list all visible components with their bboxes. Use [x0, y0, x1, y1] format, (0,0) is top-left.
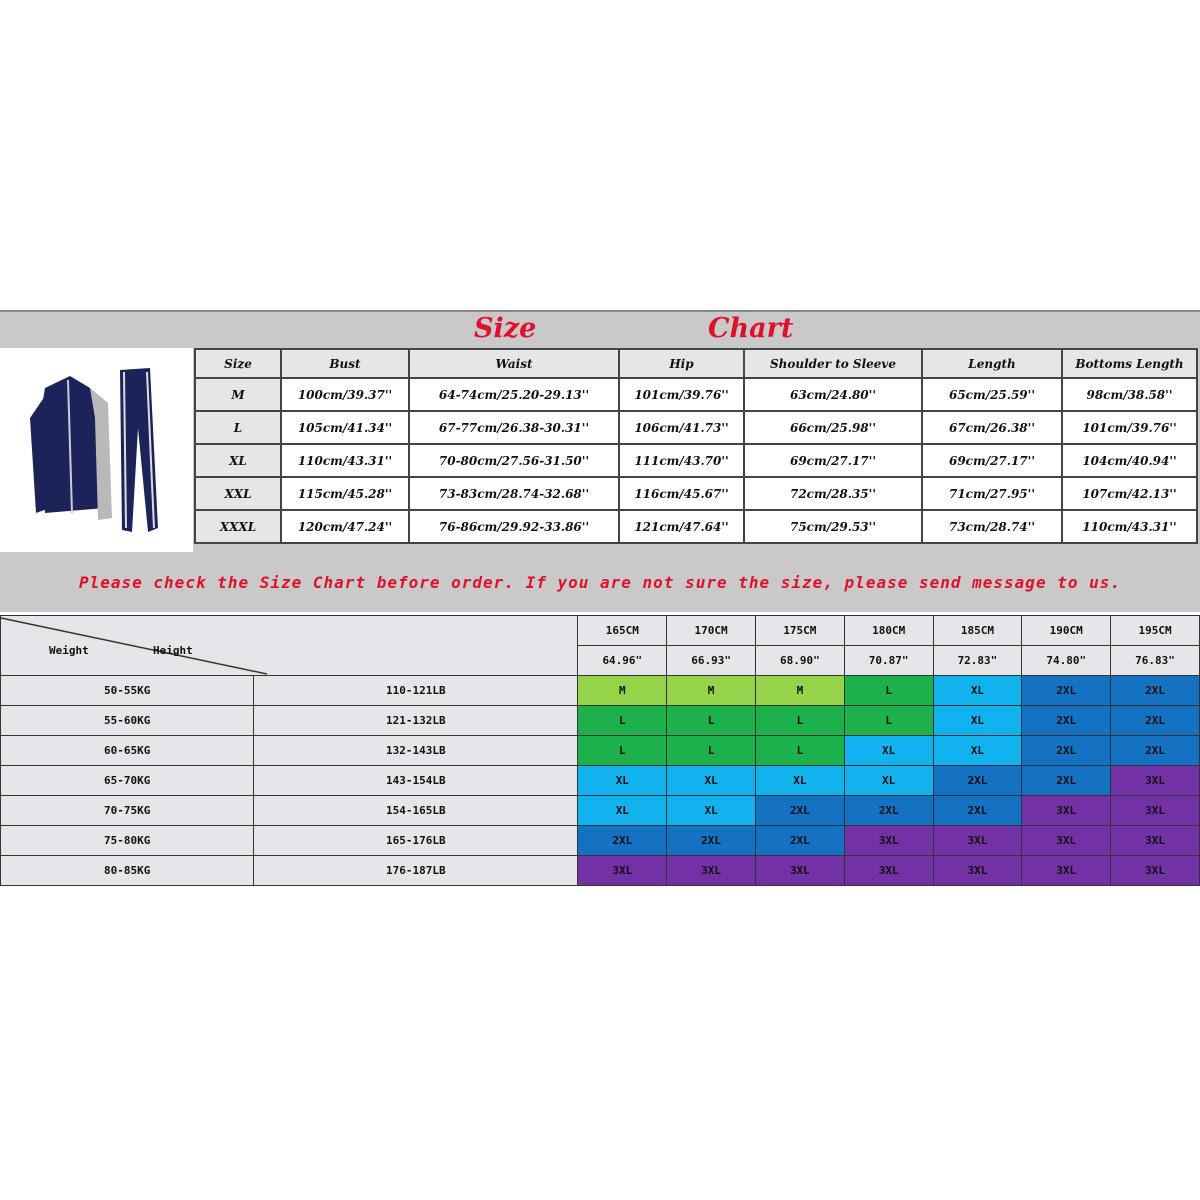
header-length: Length — [922, 349, 1062, 378]
weight-kg: 80-85KG — [1, 856, 254, 886]
weight-kg: 55-60KG — [1, 706, 254, 736]
fit-row — [1, 676, 1200, 706]
fit-row — [1, 736, 1200, 766]
height-cm: 190CM — [1022, 616, 1111, 646]
header-hip: Hip — [619, 349, 744, 378]
height-in: 66.93" — [667, 646, 756, 676]
header-size: Size — [195, 349, 281, 378]
fit-row — [1, 766, 1200, 796]
size-row — [195, 444, 1197, 477]
recommended-size-cell: L — [844, 706, 933, 736]
header-bottoms-length: Bottoms Length — [1062, 349, 1197, 378]
weight-kg: 70-75KG — [1, 796, 254, 826]
height-in: 64.96" — [578, 646, 667, 676]
recommended-size-cell: XL — [578, 796, 667, 826]
weight-kg: 60-65KG — [1, 736, 254, 766]
weight-kg: 50-55KG — [1, 676, 254, 706]
recommended-size-cell: 3XL — [933, 856, 1022, 886]
measurement-cell: 115cm/45.28'' — [281, 477, 409, 510]
height-cm: 185CM — [933, 616, 1022, 646]
weight-lb: 176-187LB — [254, 856, 578, 886]
title-chart: Chart — [708, 313, 794, 344]
tracksuit-image — [0, 348, 193, 552]
recommended-size-cell: M — [755, 676, 844, 706]
recommended-size-cell: 3XL — [1111, 826, 1200, 856]
recommended-size-cell: 2XL — [1022, 676, 1111, 706]
size-label: M — [195, 378, 281, 411]
fit-table — [0, 615, 1200, 886]
recommended-size-cell: L — [844, 676, 933, 706]
weight-lb: 121-132LB — [254, 706, 578, 736]
height-cm: 195CM — [1111, 616, 1200, 646]
measurement-cell: 71cm/27.95'' — [922, 477, 1062, 510]
height-in: 76.83" — [1111, 646, 1200, 676]
recommended-size-cell: 2XL — [1022, 766, 1111, 796]
measurement-cell: 70-80cm/27.56-31.50'' — [409, 444, 619, 477]
measurement-cell: 101cm/39.76'' — [1062, 411, 1197, 444]
recommended-size-cell: L — [755, 706, 844, 736]
height-cm: 175CM — [755, 616, 844, 646]
recommended-size-cell: 2XL — [1111, 676, 1200, 706]
measurement-cell: 75cm/29.53'' — [744, 510, 922, 543]
measurement-cell: 98cm/38.58'' — [1062, 378, 1197, 411]
recommended-size-cell: 2XL — [1111, 736, 1200, 766]
recommended-size-cell: 2XL — [667, 826, 756, 856]
recommended-size-cell: 2XL — [844, 796, 933, 826]
measurement-cell: 120cm/47.24'' — [281, 510, 409, 543]
size-row — [195, 411, 1197, 444]
recommended-size-cell: XL — [844, 736, 933, 766]
height-cm: 165CM — [578, 616, 667, 646]
recommended-size-cell: XL — [667, 796, 756, 826]
size-label: XL — [195, 444, 281, 477]
recommended-size-cell: 2XL — [755, 796, 844, 826]
size-label: XXL — [195, 477, 281, 510]
height-in: 74.80" — [1022, 646, 1111, 676]
height-cm: 180CM — [844, 616, 933, 646]
measurement-cell: 110cm/43.31'' — [281, 444, 409, 477]
measurement-cell: 104cm/40.94'' — [1062, 444, 1197, 477]
size-row — [195, 477, 1197, 510]
weight-kg: 65-70KG — [1, 766, 254, 796]
weight-label: Weight — [49, 644, 89, 657]
recommended-size-cell: L — [667, 706, 756, 736]
measurement-cell: 63cm/24.80'' — [744, 378, 922, 411]
header-waist: Waist — [409, 349, 619, 378]
recommended-size-cell: 3XL — [1111, 766, 1200, 796]
measurement-cell: 73-83cm/28.74-32.68'' — [409, 477, 619, 510]
measurement-cell: 100cm/39.37'' — [281, 378, 409, 411]
recommended-size-cell: 3XL — [1111, 796, 1200, 826]
size-label: L — [195, 411, 281, 444]
recommended-size-cell: 3XL — [755, 856, 844, 886]
recommended-size-cell: 2XL — [933, 766, 1022, 796]
height-in: 70.87" — [844, 646, 933, 676]
size-row — [195, 378, 1197, 411]
header-shoulder: Shoulder to Sleeve — [744, 349, 922, 378]
measurement-cell: 107cm/42.13'' — [1062, 477, 1197, 510]
recommended-size-cell: XL — [933, 676, 1022, 706]
header-bust: Bust — [281, 349, 409, 378]
measurement-cell: 110cm/43.31'' — [1062, 510, 1197, 543]
recommended-size-cell: 3XL — [1111, 856, 1200, 886]
recommended-size-cell: 3XL — [844, 826, 933, 856]
recommended-size-cell: 3XL — [667, 856, 756, 886]
fit-row — [1, 796, 1200, 826]
title-size: Size — [474, 313, 537, 344]
weight-lb: 165-176LB — [254, 826, 578, 856]
weight-lb: 110-121LB — [254, 676, 578, 706]
recommended-size-cell: M — [667, 676, 756, 706]
measurement-cell: 67-77cm/26.38-30.31'' — [409, 411, 619, 444]
recommended-size-cell: 2XL — [933, 796, 1022, 826]
measurement-cell: 69cm/27.17'' — [744, 444, 922, 477]
weight-lb: 154-165LB — [254, 796, 578, 826]
recommended-size-cell: XL — [844, 766, 933, 796]
recommended-size-cell: L — [755, 736, 844, 766]
recommended-size-cell: 2XL — [1022, 706, 1111, 736]
recommended-size-cell: XL — [667, 766, 756, 796]
recommended-size-cell: XL — [578, 766, 667, 796]
recommended-size-cell: XL — [933, 706, 1022, 736]
measurement-cell: 66cm/25.98'' — [744, 411, 922, 444]
fit-row — [1, 826, 1200, 856]
height-in: 72.83" — [933, 646, 1022, 676]
measurement-cell: 65cm/25.59'' — [922, 378, 1062, 411]
size-label: XXXL — [195, 510, 281, 543]
measurement-cell: 105cm/41.34'' — [281, 411, 409, 444]
weight-height-corner — [1, 616, 578, 676]
measurement-cell: 106cm/41.73'' — [619, 411, 744, 444]
recommended-size-cell: L — [667, 736, 756, 766]
measurement-cell: 116cm/45.67'' — [619, 477, 744, 510]
recommended-size-cell: 3XL — [1022, 826, 1111, 856]
fit-row — [1, 856, 1200, 886]
recommended-size-cell: 2XL — [1022, 736, 1111, 766]
recommended-size-cell: 2XL — [578, 826, 667, 856]
size-table — [194, 348, 1198, 544]
measurement-cell: 67cm/26.38'' — [922, 411, 1062, 444]
measurement-cell: 64-74cm/25.20-29.13'' — [409, 378, 619, 411]
measurement-cell: 101cm/39.76'' — [619, 378, 744, 411]
recommended-size-cell: 3XL — [1022, 796, 1111, 826]
size-row — [195, 510, 1197, 543]
recommended-size-cell: XL — [933, 736, 1022, 766]
recommended-size-cell: XL — [755, 766, 844, 796]
fit-row — [1, 706, 1200, 736]
recommended-size-cell: L — [578, 736, 667, 766]
order-notice: Please check the Size Chart before order. If you are not sure the size, please send message to us. — [78, 573, 1121, 592]
recommended-size-cell: 3XL — [578, 856, 667, 886]
recommended-size-cell: 3XL — [844, 856, 933, 886]
recommended-size-cell: M — [578, 676, 667, 706]
height-cm: 170CM — [667, 616, 756, 646]
measurement-cell: 72cm/28.35'' — [744, 477, 922, 510]
height-label: Height — [153, 644, 193, 657]
measurement-cell: 121cm/47.64'' — [619, 510, 744, 543]
weight-lb: 143-154LB — [254, 766, 578, 796]
weight-lb: 132-143LB — [254, 736, 578, 766]
recommended-size-cell: 2XL — [755, 826, 844, 856]
recommended-size-cell: 2XL — [1111, 706, 1200, 736]
measurement-cell: 69cm/27.17'' — [922, 444, 1062, 477]
size-table-header — [195, 349, 1197, 378]
measurement-cell: 111cm/43.70'' — [619, 444, 744, 477]
weight-kg: 75-80KG — [1, 826, 254, 856]
height-in: 68.90" — [755, 646, 844, 676]
recommended-size-cell: 3XL — [933, 826, 1022, 856]
recommended-size-cell: 3XL — [1022, 856, 1111, 886]
measurement-cell: 73cm/28.74'' — [922, 510, 1062, 543]
recommended-size-cell: L — [578, 706, 667, 736]
measurement-cell: 76-86cm/29.92-33.86'' — [409, 510, 619, 543]
